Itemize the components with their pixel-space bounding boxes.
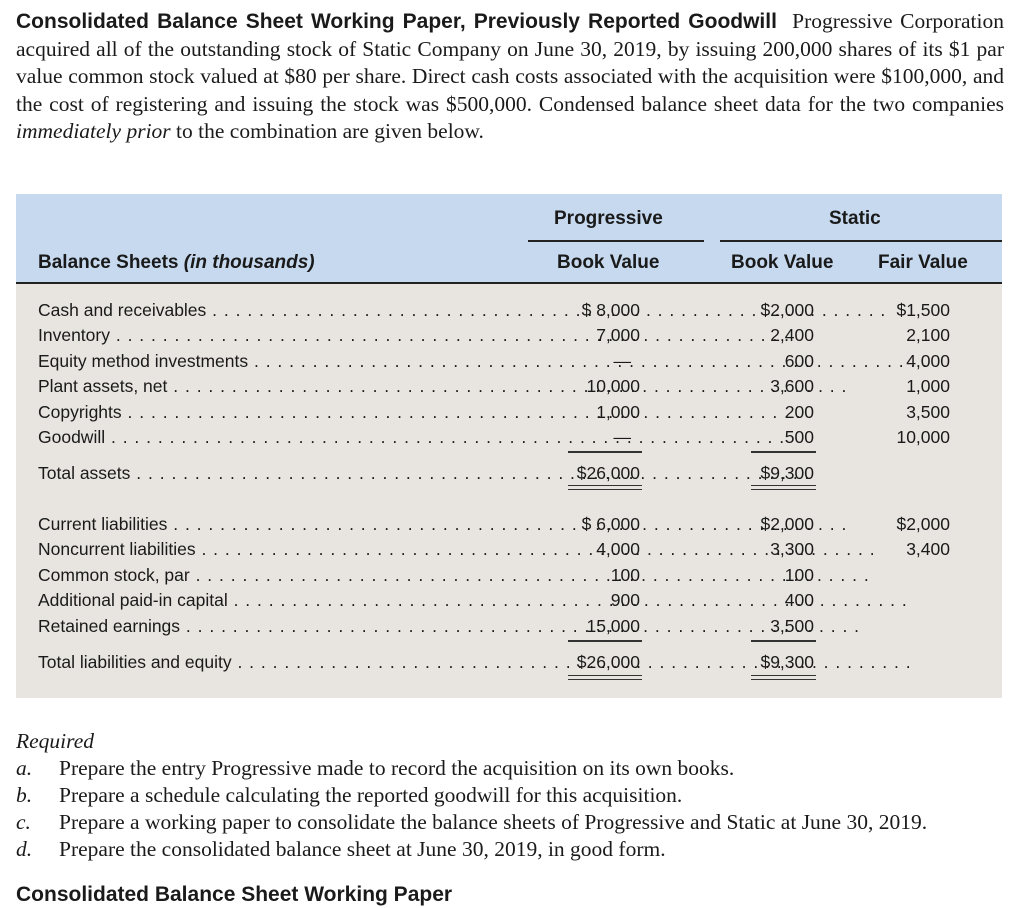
table-cell: 600 (784, 351, 814, 371)
required-title: Required (16, 729, 95, 753)
table-cell: 10,000 (586, 376, 640, 396)
header-bottom-rule (16, 282, 1002, 284)
column-header-static-fair: Fair Value (878, 252, 968, 273)
group-header-progressive: Progressive (554, 208, 663, 229)
table-cell: — (613, 351, 631, 371)
table-row-label: Equity method investments . . . (38, 349, 534, 373)
table-row-label: Cash and receivables . . . (38, 298, 534, 322)
total-double-rule (568, 675, 642, 680)
column-header-static-book: Book Value (731, 252, 834, 273)
subtotal-rule (568, 640, 642, 642)
table-row-label: Additional paid-in capital . . . (38, 588, 534, 612)
required-item-a: a. Prepare the entry Progressive made to record the acquisition on its own books. (16, 756, 735, 780)
static-header-rule (720, 240, 1002, 242)
table-cell: 4,000 (906, 351, 950, 371)
table-cell: — (613, 427, 631, 447)
total-assets-label: Total assets . . . (38, 461, 534, 485)
required-item-c: c. Prepare a working paper to consolidate the balance sheets of Progressive and Static at June 30, 2019. (16, 810, 928, 834)
table-cell: $2,000 (760, 514, 814, 534)
table-cell: 100 (610, 565, 640, 585)
table-row-label: Current liabilities . . . (38, 512, 534, 536)
table-cell: 2,400 (770, 325, 814, 345)
progressive-header-rule (528, 240, 704, 242)
required-item-b: b. Prepare a schedule calculating the reported goodwill for this acquisition. (16, 783, 683, 807)
table-cell: 3,400 (906, 539, 950, 559)
total-double-rule (751, 675, 816, 680)
table-cell: 900 (610, 590, 640, 610)
subtotal-rule (751, 640, 816, 642)
table-cell: 10,000 (896, 427, 950, 447)
table-row-label: Common stock, par . . . (38, 563, 534, 587)
table-row-label: Noncurrent liabilities . . . (38, 537, 534, 561)
required-section (16, 728, 1006, 863)
subtotal-rule (568, 451, 642, 453)
total-assets-static: $9,300 (760, 463, 814, 483)
total-liabilities-label: Total liabilities and equity . . . (38, 650, 534, 674)
table-cell: 1,000 (596, 402, 640, 422)
group-header-static: Static (829, 208, 881, 229)
table-row-label: Retained earnings . . . (38, 614, 534, 638)
next-problem-heading-cutoff: Consolidated Balance Sheet Working Paper (16, 883, 453, 906)
balance-sheet-table (16, 194, 1002, 698)
table-cell: 4,000 (596, 539, 640, 559)
table-cell: 3,500 (906, 402, 950, 422)
table-cell: $ 8,000 (581, 300, 640, 320)
table-cell: $2,000 (896, 514, 950, 534)
subtotal-rule (751, 451, 816, 453)
table-cell: 1,000 (906, 376, 950, 396)
table-row-label: Copyrights . . . (38, 400, 534, 424)
total-double-rule (751, 485, 816, 490)
total-assets-progressive: $26,000 (576, 463, 640, 483)
table-row-label: Goodwill . . . (38, 425, 534, 449)
total-liabilities-static: $9,300 (760, 652, 814, 672)
table-row-label: Plant assets, net . . . (38, 374, 534, 398)
table-cell: 3,600 (770, 376, 814, 396)
table-row-label: Inventory . . . (38, 323, 534, 347)
table-cell: 100 (784, 565, 814, 585)
table-cell: 500 (784, 427, 814, 447)
table-cell: 3,500 (770, 616, 814, 636)
total-liabilities-progressive: $26,000 (576, 652, 640, 672)
table-cell: 2,100 (906, 325, 950, 345)
table-cell: 200 (784, 402, 814, 422)
intro-text-end: to the combination are given below. (176, 119, 484, 143)
intro-emphasis: immediately prior (16, 119, 171, 143)
required-item-d: d. Prepare the consolidated balance sheet at June 30, 2019, in good form. (16, 837, 666, 861)
label-column-header: Balance Sheets (in thousands) (38, 252, 315, 273)
problem-intro (16, 8, 1004, 146)
table-cell: 7,000 (596, 325, 640, 345)
problem-heading: Consolidated Balance Sheet Working Paper, Previously Reported Goodwill (16, 10, 777, 33)
table-cell: 400 (784, 590, 814, 610)
table-cell: $1,500 (896, 300, 950, 320)
table-cell: 15,000 (586, 616, 640, 636)
intro-text: Progressive Corporation acquired all of the outstanding stock of Static Company on June 30, 2019, by issuing 200,000 shares of its $1 par value common stock valued at $80 per share. Direct cash costs associated with the acquisition were $100,000, and the cost of registering and issuing the stock was $500,000. Condensed balance sheet data for the two companies (16, 9, 1005, 116)
total-double-rule (568, 485, 642, 490)
table-cell: 3,300 (770, 539, 814, 559)
table-cell: $2,000 (760, 300, 814, 320)
column-header-progressive-book: Book Value (557, 252, 660, 273)
table-cell: $ 6,000 (581, 514, 640, 534)
